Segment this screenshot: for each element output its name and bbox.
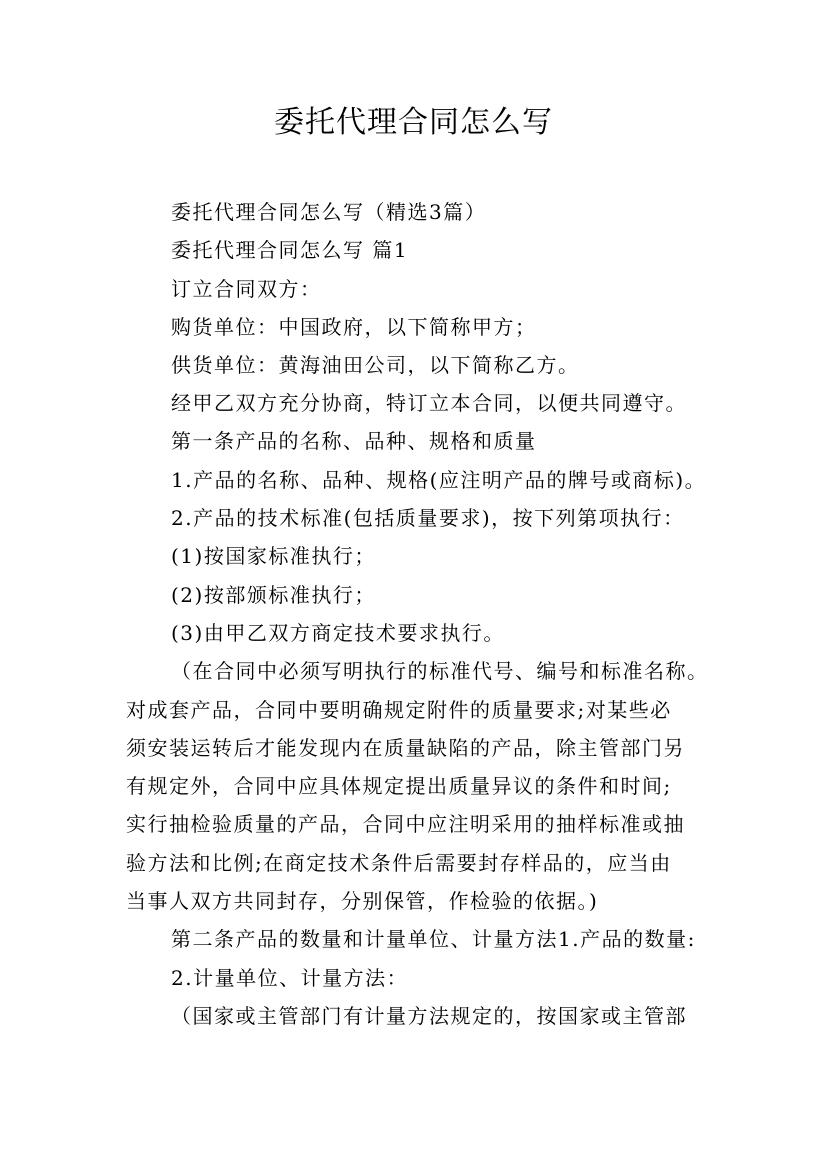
document-title: 委托代理合同怎么写 bbox=[274, 105, 553, 140]
paragraph-line: 有规定外，合同中应具体规定提出质量异议的条件和时间; bbox=[126, 774, 672, 798]
paragraph-line: 经甲乙双方充分协商，特订立本合同，以便共同遵守。 bbox=[171, 391, 687, 415]
section-heading: 第一条产品的名称、品种、规格和质量 bbox=[171, 429, 537, 453]
paragraph-line: 供货单位：黄海油田公司，以下简称乙方。 bbox=[171, 353, 580, 377]
paragraph-line: 验方法和比例;在商定技术条件后需要封存样品的，应当由 bbox=[126, 851, 672, 875]
paragraph-line: 订立合同双方： bbox=[171, 277, 322, 301]
paragraph-line: 2.计量单位、计量方法： bbox=[171, 966, 409, 990]
paragraph-line: 实行抽检验质量的产品，合同中应注明采用的抽样标准或抽 bbox=[126, 812, 685, 836]
paragraph-line: (3)由甲乙双方商定技术要求执行。 bbox=[171, 621, 505, 645]
paragraph-line: 当事人双方共同封存，分别保管，作检验的依据。) bbox=[126, 889, 599, 913]
section-heading: 第二条产品的数量和计量单位、计量方法1.产品的数量: bbox=[171, 927, 696, 951]
paragraph-line: 购货单位：中国政府，以下简称甲方； bbox=[171, 315, 537, 339]
paragraph-line: 须安装运转后才能发现内在质量缺陷的产品，除主管部门另 bbox=[126, 736, 685, 760]
paragraph-line: 委托代理合同怎么写（精选3篇） bbox=[171, 200, 487, 224]
paragraph-line: (2)按部颁标准执行； bbox=[171, 583, 376, 607]
paragraph-line: 1.产品的名称、品种、规格(应注明产品的牌号或商标)。 bbox=[171, 468, 707, 492]
paragraph-line: 委托代理合同怎么写 篇1 bbox=[171, 238, 409, 262]
paragraph-line: 对成套产品，合同中要明确规定附件的质量要求;对某些必 bbox=[126, 698, 672, 722]
paragraph-line: (1)按国家标准执行； bbox=[171, 544, 376, 568]
paragraph-line: （在合同中必须写明执行的标准代号、编号和标准名称。 bbox=[171, 659, 709, 683]
paragraph-line: （国家或主管部门有计量方法规定的，按国家或主管部 bbox=[171, 1004, 687, 1028]
paragraph-line: 2.产品的技术标准(包括质量要求)，按下列第项执行： bbox=[171, 506, 685, 530]
